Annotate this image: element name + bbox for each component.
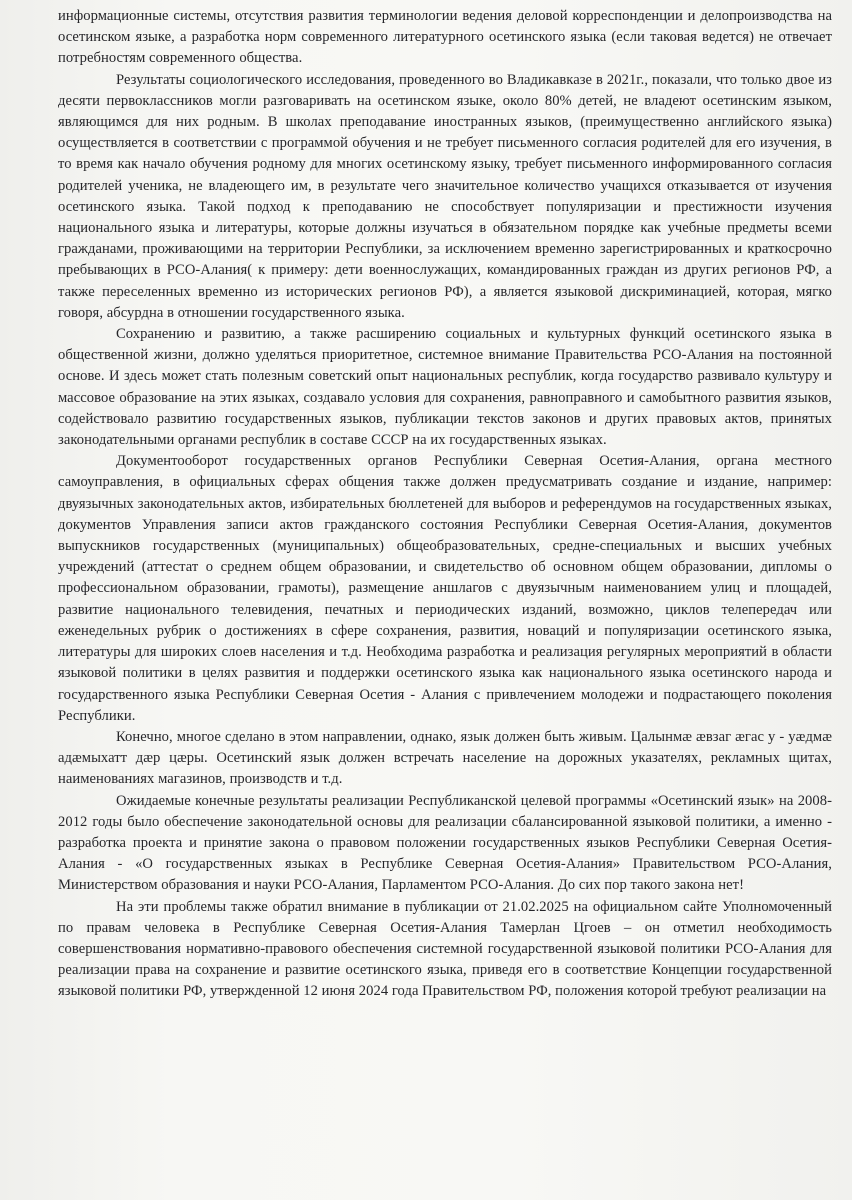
paragraph-language-preservation: Сохранению и развитию, а также расширению социальных и культурных функций осетинского языка в общественной жизни, должно уделяться приоритетное, системное внимание Правительства РСО-Алания на постоянной основе. И здесь может стать полезным советский опыт национальных республик, когда государство развивало культуру и массовое образование на этих языках, создавало условия для сохранения, равноправного и самобытного развития языков, содействовало развитию государственных языков, публикации текстов законов и других правовых актов, принятых законодательными органами республик в составе СССР на их государственных языках. <box>58 326 832 449</box>
document-body <box>58 6 832 1003</box>
paragraph-sociological-research: Результаты социологического исследования, проведенного во Владикавказе в 2021г., показали, что только двое из десяти первоклассников могли разговаривать на осетинском языке, около 80% детей, не владеют осетинским языком, являющимся для них родным. В школах преподавание иностранных языков, (преимущественно английского языка) осуществляется в соответствии с программой обучения и не требует письменного согласия родителей для его изучения, в то время как начало обучения родному для многих осетинскому языку, требует письменного информированного согласия родителей ученика, не владеющего им, в результате чего значительное количество учащихся отказывается от изучения осетинского языка. Такой подход к преподаванию не способствует популяризации и престижности изучения национального языка и литературы, которые должны изучаться в обязательном порядке как учебные предметы всеми гражданами, проживающими на территории Республики, за исключением временно зарегистрированных и краткосрочно пребывающих в РСО-Алания( к примеру: дети военнослужащих, командированных граждан из других регионов РФ, а также переселенных временно из исторических регионов РФ), а является языковой дискриминацией, которая, мягко говоря, абсурдна в отношении государственного языка. <box>58 71 832 321</box>
paragraph-living-language: Конечно, многое сделано в этом направлении, однако, язык должен быть живым. Цалынмæ æвзаг æгас у - уæдмæ адæмыхатт дæр цæры. Осетинский язык должен встречать население на дорожных указателях, рекламных щитах, наименованиях магазинов, производств и т.д. <box>58 728 832 788</box>
paragraph-ombudsman: На эти проблемы также обратил внимание в публикации от 21.02.2025 на официальном сайте Уполномоченный по правам человека в Республике Северная Осетия-Алания Тамерлан Цгоев – он отметил необходимость совершенствования нормативно-правового обеспечения системной государственной языковой политики РСО-Алания для реализации права на сохранение и развитие осетинского языка, приведя его в соответствие Концепции государственной языковой политики РФ, утвержденной 12 июня 2024 года Правительством РФ, положения которой требуют реализации на <box>58 898 832 1000</box>
paragraph-expected-results: Ожидаемые конечные результаты реализации Республиканской целевой программы «Осетинский язык» на 2008-2012 годы было обеспечение законодательной основы для реализации сбалансированной языковой политики, а именно - разработка проекта и принятие закона о правовом положении государственных языков Республики Северная Осетия-Алания - «О государственных языках в Республике Северная Осетия-Алания» Правительством РСО-Алания, Министерством образования и науки РСО-Алания, Парламентом РСО-Алания. До сих пор такого закона нет! <box>58 792 832 894</box>
paragraph-document-flow: Документооборот государственных органов Республики Северная Осетия-Алания, органа местного самоуправления, в официальных сферах общения также должен предусматривать создание и издание, например: двуязычных законодательных актов, избирательных бюллетеней для выборов и референдумов на государственных языках, документов Управления записи актов гражданского состояния Республики Северная Осетия-Алания, документов выпускников государственных (муниципальных) общеобразовательных, средне-специальных и высших учебных учреждений (аттестат о среднем общем образовании, и свидетельство об основном общем образовании, дипломы о профессиональном образовании, грамоты), размещение аншлагов с двуязычным наименованием улиц и площадей, развитие национального телевидения, печатных и периодических изданий, возможно, циклов телепередач или еженедельных рубрик о достижениях в сфере сохранения, развития, новаций и популяризации осетинского языка, литературы для широких слоев населения и т.д. Необходима разработка и реализация регулярных мероприятий в области языковой политики в целях развития и поддержки осетинского языка как национального языка осетинского народа и государственного языка Республики Северная Осетия - Алания с привлечением молодежи и подрастающего поколения Республики. <box>58 453 832 724</box>
paragraph-continuation: информационные системы, отсутствия развития терминологии ведения деловой корреспонденции и делопроизводства на осетинском языке, а разработка норм современного литературного осетинского языка (если таковая ведется) не отвечает потребностям современного общества. <box>58 8 832 67</box>
